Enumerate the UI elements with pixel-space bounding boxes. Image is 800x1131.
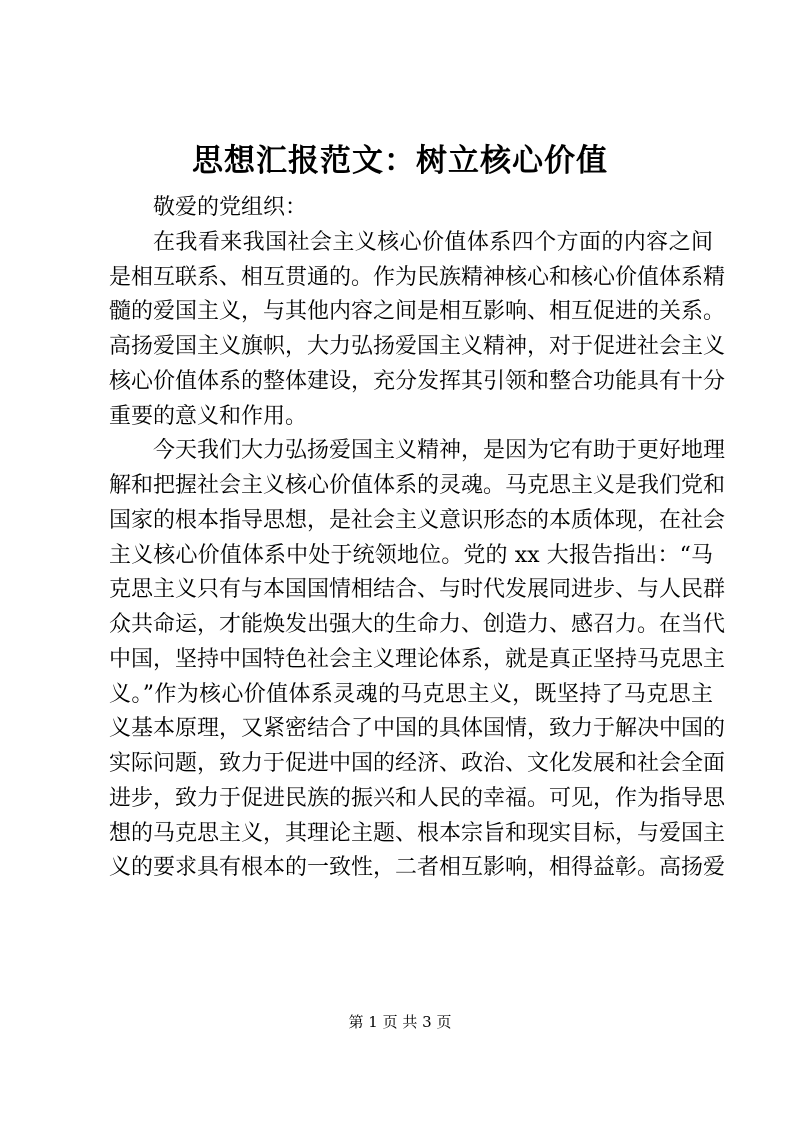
paragraph-line: 中国，坚持中国特色社会主义理论体系，就是真正坚持马克思主 xyxy=(109,646,726,672)
paragraph-line: 髓的爱国主义，与其他内容之间是相互影响、相互促进的关系。 xyxy=(109,299,726,325)
paragraph-line: 进步，致力于促进民族的振兴和人民的幸福。可见，作为指导思 xyxy=(109,785,726,811)
paragraph-line: 实际问题，致力于促进中国的经济、政治、文化发展和社会全面 xyxy=(109,751,726,776)
paragraph-line: 主义核心价值体系中处于统领地位。党的 xx 大报告指出：“马 xyxy=(109,542,713,568)
page-number-footer: 第 1 页 共 3 页 xyxy=(348,1013,452,1031)
paragraph-line: 是相互联系、相互贯通的。作为民族精神核心和核心价值体系精 xyxy=(109,264,726,290)
paragraph-line: 义的要求具有根本的一致性，二者相互影响，相得益彰。高扬爱 xyxy=(109,855,726,881)
paragraph-line: 克思主义只有与本国国情相结合、与时代发展同进步、与人民群 xyxy=(109,577,726,603)
paragraph-line: 解和把握社会主义核心价值体系的灵魂。马克思主义是我们党和 xyxy=(109,473,726,498)
document-title: 思想汇报范文：树立核心价值 xyxy=(192,143,608,179)
paragraph-line: 重要的意义和作用。 xyxy=(109,403,308,429)
paragraph-line: 义。”作为核心价值体系灵魂的马克思主义，既坚持了马克思主 xyxy=(109,681,713,707)
paragraph-line: 义基本原理，又紧密结合了中国的具体国情，致力于解决中国的 xyxy=(109,716,726,742)
paragraph-line: 国家的根本指导思想，是社会主义意识形态的本质体现，在社会 xyxy=(109,507,726,533)
paragraph-line: 众共命运，才能焕发出强大的生命力、创造力、感召力。在当代 xyxy=(109,612,726,637)
salutation: 敬爱的党组织： xyxy=(153,195,308,220)
paragraph-line: 今天我们大力弘扬爱国主义精神，是因为它有助于更好地理 xyxy=(153,438,726,464)
document-body xyxy=(109,191,726,886)
paragraph-line: 高扬爱国主义旗帜，大力弘扬爱国主义精神，对于促进社会主义 xyxy=(109,334,726,359)
paragraph-line: 核心价值体系的整体建设，充分发挥其引领和整合功能具有十分 xyxy=(109,368,726,394)
paragraph-line: 想的马克思主义，其理论主题、根本宗旨和现实目标，与爱国主 xyxy=(109,820,726,846)
paragraph-line: 在我看来我国社会主义核心价值体系四个方面的内容之间 xyxy=(153,229,713,255)
